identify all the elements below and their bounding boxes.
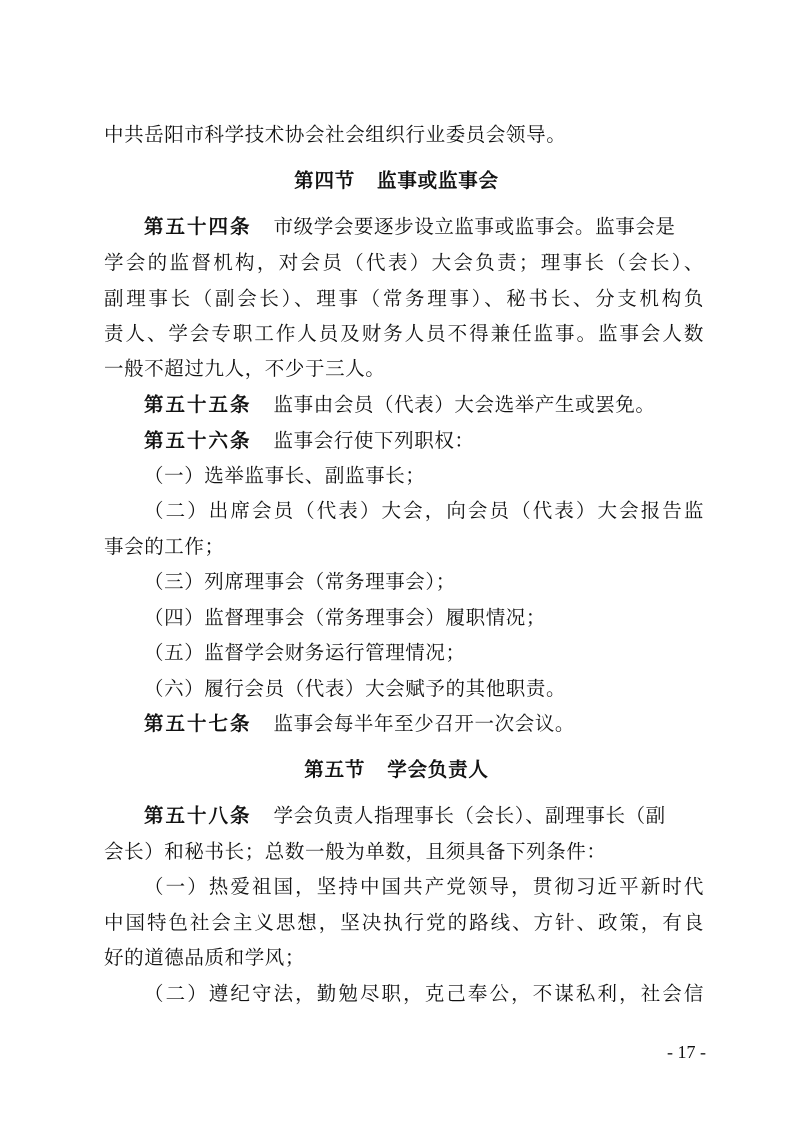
section-title: 学会负责人 (387, 758, 489, 781)
paragraph-line: 会长）和秘书长；总数一般为单数，且须具备下列条件： (104, 840, 607, 863)
article-text: 学会负责人指理事长（会长）、副理事长（副 (273, 804, 666, 827)
article-55 (144, 391, 704, 419)
article-57 (144, 710, 704, 738)
paragraph-line: 副理事长（副会长）、理事（常务理事）、秘书长、分支机构负 (104, 287, 704, 310)
paragraph-line: 责人、学会专职工作人员及财务人员不得兼任监事。监事会人数 (104, 322, 704, 345)
article-54-first-line (144, 213, 704, 241)
article-text: 监事会行使下列职权： (273, 429, 475, 452)
section-heading-5 (0, 756, 793, 784)
paragraph-line: 中共岳阳市科学技术协会社会组织行业委员会领导。 (104, 123, 567, 146)
paragraph-line: 中国特色社会主义思想，坚决执行党的路线、方针、政策，有良 (104, 911, 704, 934)
article-text: 监事由会员（代表）大会选举产生或罢免。 (273, 393, 656, 416)
list-item: （二）出席会员（代表）大会，向会员（代表）大会报告监 (144, 499, 704, 522)
article-label: 第五十八条 (144, 804, 252, 827)
list-item: （一）热爱祖国，坚持中国共产党领导，贯彻习近平新时代 (144, 875, 704, 898)
list-item: （四）监督理事会（常务理事会）履职情况； (144, 606, 547, 629)
article-label: 第五十四条 (144, 215, 252, 238)
article-text: 监事会每半年至少召开一次会议。 (273, 712, 576, 735)
article-label: 第五十五条 (144, 393, 252, 416)
article-label: 第五十六条 (144, 429, 252, 452)
paragraph-line: 事会的工作； (104, 535, 225, 558)
paragraph-line: 一般不超过九人，不少于三人。 (104, 357, 386, 380)
section-number: 第五节 (304, 758, 366, 781)
article-text: 市级学会要逐步设立监事或监事会。监事会是 (273, 215, 676, 238)
article-label: 第五十七条 (144, 712, 252, 735)
list-item: （六）履行会员（代表）大会赋予的其他职责。 (144, 677, 567, 700)
paragraph-line: 好的道德品质和学风； (104, 946, 306, 969)
list-item: （五）监督学会财务运行管理情况； (144, 641, 466, 664)
page-number: - 17 - (667, 1042, 706, 1062)
section-heading-4 (0, 167, 793, 195)
section-title: 监事或监事会 (377, 169, 499, 192)
section-number: 第四节 (294, 169, 356, 192)
list-item: （三）列席理事会（常务理事会）； (144, 570, 456, 593)
article-56 (144, 427, 704, 455)
article-58-first-line (144, 802, 704, 830)
list-item: （二）遵纪守法，勤勉尽职，克己奉公，不谋私利，社会信 (144, 982, 704, 1005)
list-item: （一）选举监事长、副监事长； (144, 464, 426, 487)
paragraph-line: 学会的监督机构，对会员（代表）大会负责；理事长（会长）、 (104, 251, 704, 274)
